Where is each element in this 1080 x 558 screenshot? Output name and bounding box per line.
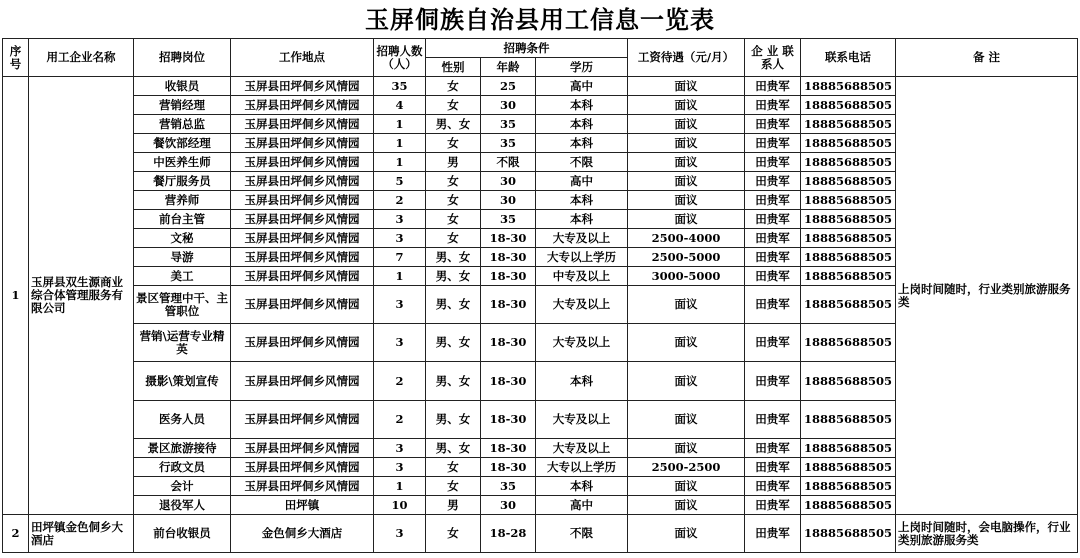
cell-education: 大专以上学历 [536,458,628,477]
cell-contact: 田贵军 [745,77,801,96]
cell-age: 18-30 [481,286,536,324]
cell-contact: 田贵军 [745,96,801,115]
cell-gender: 女 [426,477,481,496]
cell-count: 2 [374,191,426,210]
cell-contact: 田贵军 [745,401,801,439]
cell-phone: 18885688505 [801,210,896,229]
cell-age: 35 [481,115,536,134]
cell-gender: 男、女 [426,286,481,324]
cell-phone: 18885688505 [801,401,896,439]
cell-phone: 18885688505 [801,324,896,362]
cell-count: 10 [374,496,426,515]
company-seq: 1 [3,77,29,515]
cell-phone: 18885688505 [801,286,896,324]
cell-position: 营销总监 [134,115,231,134]
cell-salary: 面议 [628,210,745,229]
cell-salary: 面议 [628,191,745,210]
cell-phone: 18885688505 [801,458,896,477]
cell-phone: 18885688505 [801,172,896,191]
remark-cell: 上岗时间随时，会电脑操作，行业类别旅游服务类 [896,515,1078,553]
cell-count: 1 [374,134,426,153]
cell-contact: 田贵军 [745,477,801,496]
cell-gender: 女 [426,134,481,153]
cell-education: 中专及以上 [536,267,628,286]
cell-age: 18-30 [481,362,536,401]
cell-location: 玉屏县田坪侗乡风情园 [231,286,374,324]
cell-count: 2 [374,362,426,401]
cell-position: 美工 [134,267,231,286]
cell-location: 玉屏县田坪侗乡风情园 [231,134,374,153]
cell-position: 行政文员 [134,458,231,477]
cell-position: 景区旅游接待 [134,439,231,458]
cell-salary: 面议 [628,401,745,439]
cell-education: 高中 [536,172,628,191]
cell-phone: 18885688505 [801,134,896,153]
cell-gender: 女 [426,96,481,115]
cell-position: 医务人员 [134,401,231,439]
cell-education: 本科 [536,115,628,134]
cell-position: 文秘 [134,229,231,248]
cell-age: 18-30 [481,458,536,477]
cell-age: 35 [481,210,536,229]
remark-cell: 上岗时间随时，行业类别旅游服务类 [896,77,1078,515]
cell-location: 玉屏县田坪侗乡风情园 [231,401,374,439]
cell-contact: 田贵军 [745,191,801,210]
cell-phone: 18885688505 [801,515,896,553]
cell-gender: 男、女 [426,324,481,362]
cell-position: 退役军人 [134,496,231,515]
cell-phone: 18885688505 [801,115,896,134]
cell-location: 玉屏县田坪侗乡风情园 [231,324,374,362]
cell-location: 田坪镇 [231,496,374,515]
cell-count: 3 [374,210,426,229]
cell-education: 高中 [536,496,628,515]
cell-contact: 田贵军 [745,134,801,153]
cell-location: 金色侗乡大酒店 [231,515,374,553]
cell-position: 营养师 [134,191,231,210]
cell-phone: 18885688505 [801,229,896,248]
cell-gender: 女 [426,229,481,248]
cell-phone: 18885688505 [801,153,896,172]
cell-age: 30 [481,191,536,210]
cell-education: 大专及以上 [536,229,628,248]
cell-education: 本科 [536,210,628,229]
cell-phone: 18885688505 [801,439,896,458]
cell-location: 玉屏县田坪侗乡风情园 [231,115,374,134]
cell-position: 会计 [134,477,231,496]
header-contact: 企 业 联系人 [745,39,801,77]
cell-age: 30 [481,496,536,515]
cell-contact: 田贵军 [745,439,801,458]
header-count: 招聘人数（人） [374,39,426,77]
cell-count: 1 [374,477,426,496]
cell-count: 35 [374,77,426,96]
header-age: 年龄 [481,58,536,77]
cell-age: 18-30 [481,229,536,248]
cell-gender: 女 [426,191,481,210]
cell-contact: 田贵军 [745,172,801,191]
header-salary: 工资待遇（元/月） [628,39,745,77]
cell-position: 导游 [134,248,231,267]
cell-location: 玉屏县田坪侗乡风情园 [231,229,374,248]
cell-contact: 田贵军 [745,324,801,362]
cell-location: 玉屏县田坪侗乡风情园 [231,210,374,229]
cell-gender: 男、女 [426,115,481,134]
header-conditions: 招聘条件 [426,39,628,58]
cell-count: 3 [374,229,426,248]
cell-salary: 面议 [628,153,745,172]
cell-location: 玉屏县田坪侗乡风情园 [231,477,374,496]
cell-gender: 女 [426,458,481,477]
cell-location: 玉屏县田坪侗乡风情园 [231,458,374,477]
cell-phone: 18885688505 [801,267,896,286]
cell-count: 2 [374,401,426,439]
cell-gender: 男 [426,496,481,515]
cell-position: 餐饮部经理 [134,134,231,153]
company-name: 玉屏县双生源商业综合体管理服务有限公司 [29,77,134,515]
cell-gender: 男、女 [426,362,481,401]
cell-position: 营销经理 [134,96,231,115]
cell-location: 玉屏县田坪侗乡风情园 [231,439,374,458]
cell-location: 玉屏县田坪侗乡风情园 [231,191,374,210]
cell-phone: 18885688505 [801,496,896,515]
cell-salary: 面议 [628,515,745,553]
cell-count: 5 [374,172,426,191]
cell-age: 25 [481,77,536,96]
cell-count: 1 [374,153,426,172]
cell-gender: 女 [426,172,481,191]
cell-contact: 田贵军 [745,248,801,267]
cell-gender: 女 [426,515,481,553]
cell-gender: 男、女 [426,439,481,458]
cell-salary: 面议 [628,172,745,191]
cell-age: 35 [481,134,536,153]
cell-phone: 18885688505 [801,248,896,267]
cell-age: 18-30 [481,439,536,458]
page-title: 玉屏侗族自治县用工信息一览表 [365,5,715,34]
cell-age: 18-28 [481,515,536,553]
cell-salary: 面议 [628,439,745,458]
cell-education: 不限 [536,153,628,172]
cell-contact: 田贵军 [745,286,801,324]
cell-contact: 田贵军 [745,496,801,515]
cell-contact: 田贵军 [745,115,801,134]
cell-salary: 面议 [628,77,745,96]
cell-phone: 18885688505 [801,77,896,96]
cell-education: 不限 [536,515,628,553]
cell-location: 玉屏县田坪侗乡风情园 [231,172,374,191]
cell-gender: 女 [426,210,481,229]
cell-count: 1 [374,115,426,134]
cell-location: 玉屏县田坪侗乡风情园 [231,77,374,96]
cell-age: 18-30 [481,401,536,439]
cell-age: 不限 [481,153,536,172]
cell-age: 30 [481,172,536,191]
company-seq: 2 [3,515,29,553]
cell-age: 18-30 [481,248,536,267]
cell-salary: 面议 [628,362,745,401]
cell-position: 摄影\策划宣传 [134,362,231,401]
cell-position: 前台收银员 [134,515,231,553]
cell-position: 景区管理中干、主管职位 [134,286,231,324]
cell-gender: 女 [426,77,481,96]
cell-education: 本科 [536,96,628,115]
cell-salary: 3000-5000 [628,267,745,286]
cell-location: 玉屏县田坪侗乡风情园 [231,267,374,286]
cell-count: 7 [374,248,426,267]
cell-education: 高中 [536,77,628,96]
cell-phone: 18885688505 [801,362,896,401]
cell-age: 30 [481,96,536,115]
cell-count: 3 [374,458,426,477]
cell-age: 35 [481,477,536,496]
cell-count: 4 [374,96,426,115]
cell-education: 大专及以上 [536,324,628,362]
cell-salary: 2500-4000 [628,229,745,248]
cell-gender: 男、女 [426,248,481,267]
cell-salary: 面议 [628,286,745,324]
cell-position: 前台主管 [134,210,231,229]
cell-education: 大专及以上 [536,401,628,439]
cell-position: 收银员 [134,77,231,96]
cell-contact: 田贵军 [745,458,801,477]
cell-salary: 面议 [628,134,745,153]
cell-contact: 田贵军 [745,229,801,248]
cell-phone: 18885688505 [801,477,896,496]
cell-contact: 田贵军 [745,267,801,286]
header-row-1 [3,39,1078,58]
cell-count: 3 [374,324,426,362]
cell-gender: 男、女 [426,267,481,286]
header-seq: 序号 [3,39,29,77]
cell-contact: 田贵军 [745,362,801,401]
cell-salary: 面议 [628,96,745,115]
header-location: 工作地点 [231,39,374,77]
job-table [2,38,1078,553]
cell-count: 3 [374,439,426,458]
cell-phone: 18885688505 [801,191,896,210]
header-company: 用工企业名称 [29,39,134,77]
cell-contact: 田贵军 [745,515,801,553]
cell-count: 3 [374,515,426,553]
table-row [3,515,1078,553]
header-education: 学历 [536,58,628,77]
cell-count: 3 [374,286,426,324]
cell-salary: 2500-5000 [628,248,745,267]
cell-salary: 面议 [628,496,745,515]
header-position: 招聘岗位 [134,39,231,77]
cell-education: 本科 [536,134,628,153]
cell-gender: 男、女 [426,401,481,439]
cell-count: 1 [374,267,426,286]
cell-education: 本科 [536,477,628,496]
table-row [3,77,1078,96]
cell-age: 18-30 [481,324,536,362]
cell-location: 玉屏县田坪侗乡风情园 [231,96,374,115]
header-gender: 性别 [426,58,481,77]
cell-position: 中医养生师 [134,153,231,172]
cell-position: 餐厅服务员 [134,172,231,191]
cell-phone: 18885688505 [801,96,896,115]
cell-contact: 田贵军 [745,153,801,172]
cell-age: 18-30 [481,267,536,286]
cell-education: 本科 [536,362,628,401]
cell-education: 本科 [536,191,628,210]
cell-position: 营销\运营专业精英 [134,324,231,362]
cell-location: 玉屏县田坪侗乡风情园 [231,362,374,401]
cell-location: 玉屏县田坪侗乡风情园 [231,153,374,172]
cell-salary: 2500-2500 [628,458,745,477]
cell-salary: 面议 [628,324,745,362]
header-remark: 备 注 [896,39,1078,77]
header-phone: 联系电话 [801,39,896,77]
cell-salary: 面议 [628,115,745,134]
cell-education: 大专以上学历 [536,248,628,267]
company-name: 田坪镇金色侗乡大酒店 [29,515,134,553]
cell-contact: 田贵军 [745,210,801,229]
cell-education: 大专及以上 [536,439,628,458]
cell-education: 大专及以上 [536,286,628,324]
cell-location: 玉屏县田坪侗乡风情园 [231,248,374,267]
cell-gender: 男 [426,153,481,172]
cell-salary: 面议 [628,477,745,496]
